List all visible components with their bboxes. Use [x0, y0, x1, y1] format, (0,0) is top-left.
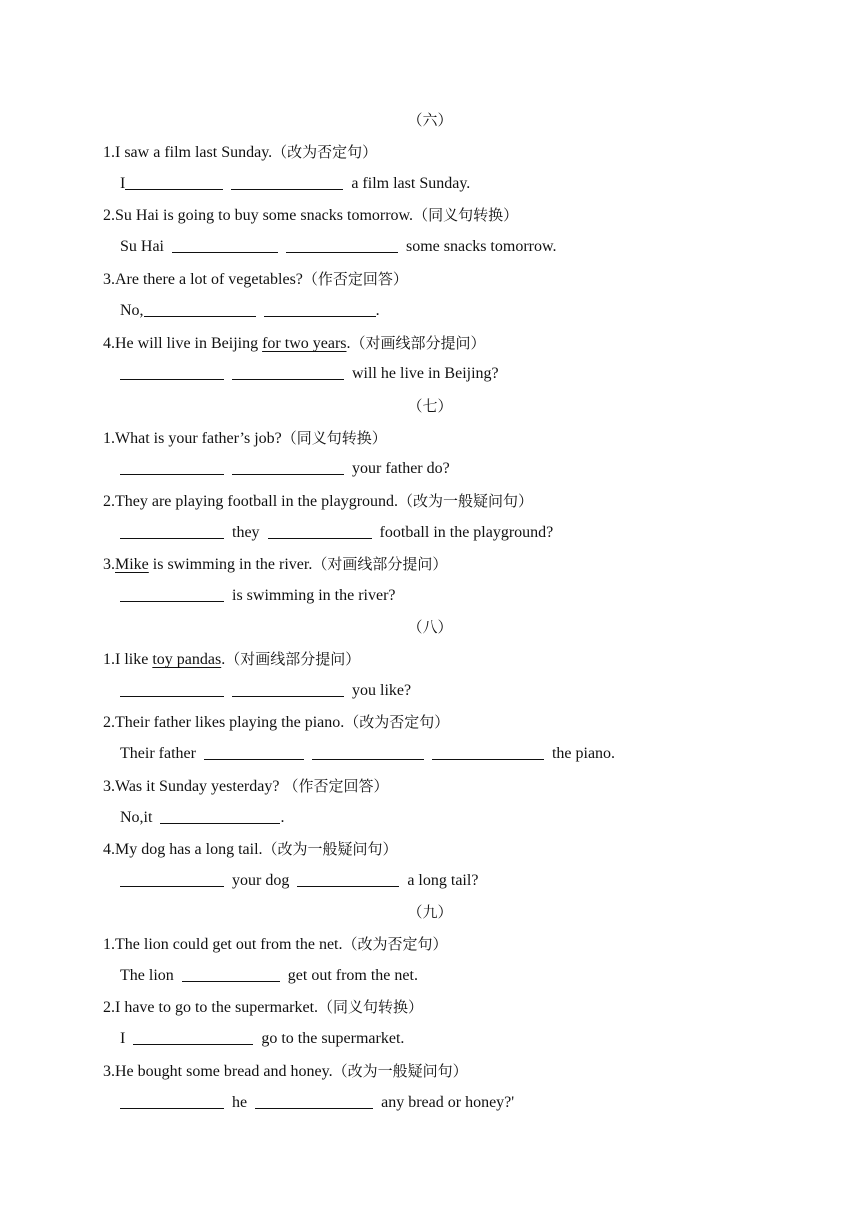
question-instruction: （改为一般疑问句） [262, 840, 398, 858]
question-8-1 [0, 643, 860, 675]
question-instruction: （对画线部分提问） [312, 555, 448, 573]
question-7-1 [0, 422, 860, 454]
answer-blank[interactable] [120, 520, 224, 539]
answer-suffix: will he live in Beijing? [352, 365, 499, 382]
answer-suffix: get out from the net. [287, 967, 418, 984]
question-text: Su Hai is going to buy some snacks tomorrow. [115, 207, 414, 224]
section-title-9 [0, 896, 860, 928]
answer-suffix: . [280, 809, 285, 826]
answer-blank[interactable] [120, 1090, 224, 1109]
answer-blank[interactable] [120, 678, 224, 697]
question-number: 1. [103, 430, 115, 447]
question-8-2 [0, 706, 860, 738]
section-title-7 [0, 390, 860, 422]
question-6-1 [0, 136, 860, 168]
question-6-4 [0, 327, 860, 359]
answer-7-2 [0, 517, 860, 549]
question-instruction: （作否定回答） [302, 270, 408, 288]
question-6-2 [0, 199, 860, 231]
answer-suffix: is swimming in the river? [232, 587, 396, 604]
question-8-3 [0, 770, 860, 802]
section-title-text: （七） [407, 397, 453, 415]
answer-blank[interactable] [125, 171, 223, 190]
section-title-8 [0, 611, 860, 643]
answer-suffix: . [375, 302, 380, 319]
answer-prefix: The lion [120, 967, 174, 984]
answer-suffix: some snacks tomorrow. [406, 238, 557, 255]
answer-8-1 [0, 675, 860, 707]
question-instruction: （同义句转换） [281, 429, 387, 447]
answer-middle: he [232, 1094, 248, 1111]
answer-suffix: a long tail? [407, 872, 479, 889]
question-instruction: （改为否定句） [342, 935, 448, 953]
answer-blank[interactable] [232, 456, 344, 475]
question-text: I have to go to the supermarket. [115, 999, 319, 1016]
answer-8-2 [0, 738, 860, 770]
question-number: 1. [103, 651, 115, 668]
answer-8-4 [0, 865, 860, 897]
answer-9-2 [0, 1023, 860, 1055]
question-text: He will live in Beijing [115, 335, 263, 352]
answer-suffix: any bread or honey?' [381, 1094, 515, 1111]
question-text-end: . [221, 651, 226, 668]
question-instruction: （对画线部分提问） [225, 650, 361, 668]
question-text: I saw a film last Sunday. [115, 144, 273, 161]
answer-middle: they [232, 524, 260, 541]
section-title-text: （八） [407, 618, 453, 636]
answer-blank[interactable] [264, 298, 376, 317]
question-text: The lion could get out from the net. [115, 936, 343, 953]
question-instruction: （改为否定句） [272, 143, 378, 161]
answer-blank[interactable] [268, 520, 372, 539]
underlined-phrase: Mike [115, 556, 149, 573]
underlined-phrase: for two years [262, 335, 347, 352]
answer-6-2 [0, 231, 860, 263]
answer-prefix: I [120, 175, 126, 192]
answer-prefix: No,it [120, 809, 153, 826]
question-number: 2. [103, 999, 115, 1016]
question-number: 2. [103, 714, 115, 731]
answer-suffix: go to the supermarket. [261, 1030, 405, 1047]
answer-blank[interactable] [255, 1090, 373, 1109]
answer-middle: your dog [232, 872, 290, 889]
answer-7-1 [0, 453, 860, 485]
question-9-2 [0, 991, 860, 1023]
question-text: What is your father’s job? [115, 430, 282, 447]
section-title-6 [0, 104, 860, 136]
answer-7-3 [0, 580, 860, 612]
question-number: 4. [103, 335, 115, 352]
answer-prefix: No, [120, 302, 144, 319]
question-instruction: （同义句转换） [413, 206, 519, 224]
answer-blank[interactable] [182, 963, 280, 982]
question-text: Was it Sunday yesterday? [115, 778, 284, 795]
section-title-text: （六） [407, 111, 453, 129]
underlined-phrase: toy pandas [152, 651, 222, 668]
question-instruction: （作否定回答） [283, 777, 389, 795]
answer-9-1 [0, 960, 860, 992]
answer-6-4 [0, 358, 860, 390]
question-number: 3. [103, 1063, 115, 1080]
question-text: My dog has a long tail. [115, 841, 263, 858]
answer-blank[interactable] [286, 234, 398, 253]
answer-blank[interactable] [297, 868, 399, 887]
answer-blank[interactable] [133, 1026, 253, 1045]
question-8-4 [0, 833, 860, 865]
question-text-end: . [346, 335, 351, 352]
answer-blank[interactable] [120, 868, 224, 887]
question-text: I like [115, 651, 153, 668]
answer-suffix: football in the playground? [379, 524, 554, 541]
answer-blank[interactable] [432, 741, 544, 760]
question-instruction: （改为一般疑问句） [332, 1062, 468, 1080]
answer-blank[interactable] [160, 805, 280, 824]
answer-6-3 [0, 295, 860, 327]
answer-8-3 [0, 802, 860, 834]
answer-prefix: Their father [120, 745, 196, 762]
answer-prefix: Su Hai [120, 238, 164, 255]
answer-blank[interactable] [231, 171, 343, 190]
answer-blank[interactable] [144, 298, 256, 317]
answer-blank[interactable] [172, 234, 278, 253]
question-instruction: （对画线部分提问） [350, 334, 486, 352]
answer-blank[interactable] [120, 361, 224, 380]
question-number: 3. [103, 556, 115, 573]
question-7-2 [0, 485, 860, 517]
answer-blank[interactable] [232, 678, 344, 697]
answer-9-3 [0, 1087, 860, 1119]
question-number: 1. [103, 144, 115, 161]
answer-prefix: I [120, 1030, 126, 1047]
section-title-text: （九） [407, 903, 453, 921]
answer-suffix: a film last Sunday. [351, 175, 471, 192]
question-number: 3. [103, 271, 115, 288]
question-9-1 [0, 928, 860, 960]
question-text: is swimming in the river. [148, 556, 313, 573]
answer-blank[interactable] [312, 741, 424, 760]
question-instruction: （改为否定句） [344, 713, 450, 731]
answer-blank[interactable] [120, 583, 224, 602]
question-instruction: （改为一般疑问句） [398, 492, 534, 510]
question-number: 2. [103, 493, 115, 510]
question-text: Their father likes playing the piano. [115, 714, 345, 731]
answer-6-1 [0, 168, 860, 200]
question-9-3 [0, 1055, 860, 1087]
question-text: Are there a lot of vegetables? [115, 271, 303, 288]
question-number: 2. [103, 207, 115, 224]
answer-blank[interactable] [232, 361, 344, 380]
question-7-3 [0, 548, 860, 580]
question-number: 1. [103, 936, 115, 953]
question-number: 3. [103, 778, 115, 795]
answer-suffix: you like? [352, 682, 412, 699]
answer-suffix: your father do? [352, 460, 450, 477]
answer-blank[interactable] [204, 741, 304, 760]
question-text: They are playing football in the playground. [115, 493, 399, 510]
answer-suffix: the piano. [551, 745, 616, 762]
question-number: 4. [103, 841, 115, 858]
question-6-3 [0, 263, 860, 295]
question-instruction: （同义句转换） [318, 998, 424, 1016]
question-text: He bought some bread and honey. [115, 1063, 333, 1080]
answer-blank[interactable] [120, 456, 224, 475]
